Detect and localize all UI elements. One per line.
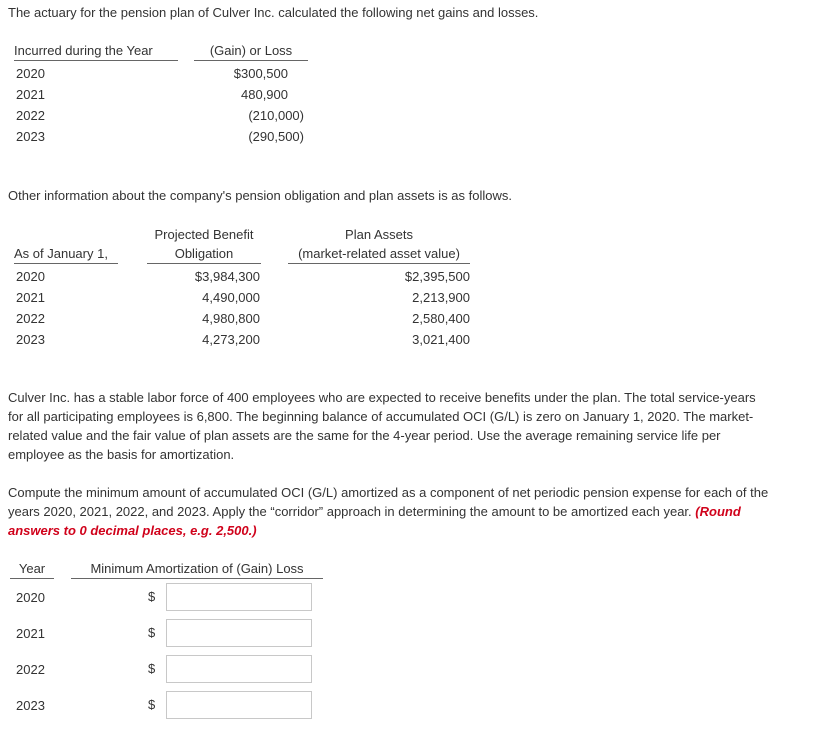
table2-pbo-cell: 4,490,000 [202,290,260,305]
table2-header-assets-line1: Plan Assets [345,227,413,242]
table1-header-gain-loss: (Gain) or Loss [194,43,308,61]
table2-year-cell: 2023 [16,332,45,347]
answer-year-2020: 2020 [16,590,45,605]
answer-year-2022: 2022 [16,662,45,677]
answer-year-2021: 2021 [16,626,45,641]
amortization-input-2023[interactable] [166,691,312,719]
answer-year-2023: 2023 [16,698,45,713]
currency-symbol: $ [148,589,156,604]
table2-header-pbo-line2: Obligation [147,246,261,264]
table2-header-pbo-line1: Projected Benefit [154,227,254,242]
answer-header-amortization: Minimum Amortization of (Gain) Loss [71,561,323,579]
description-paragraph [8,388,834,464]
table2-pbo-cell: $3,984,300 [194,269,260,284]
table1-year-cell: 2022 [16,108,45,123]
table2-pbo-values [150,266,260,350]
amortization-input-2022[interactable] [166,655,312,683]
answer-header-year: Year [10,561,54,579]
table2-header-as-of: As of January 1, [14,246,118,264]
currency-symbol: $ [148,697,156,712]
instruction-line: Compute the minimum amount of accumulated OCI (G/L) amortized as a component of net periodic pension expense for each of the [8,485,769,500]
table2-assets-cell: 2,213,900 [412,290,470,305]
table2-assets-cell: 2,580,400 [412,311,470,326]
table2-pbo-cell: 4,273,200 [202,332,260,347]
other-info-text: Other information about the company's pension obligation and plan assets is as follows. [8,188,512,203]
description-line: Culver Inc. has a stable labor force of 400 employees who are expected to receive benefits under the plan. The total service-years [8,390,756,405]
table1-year-cell: 2023 [16,129,45,144]
table2-years [16,266,45,350]
instruction-text: years 2020, 2021, 2022, and 2023. Apply the “corridor” approach in determining the amount to be amortized each year. [8,504,696,519]
amortization-input-2021[interactable] [166,619,312,647]
currency-symbol: $ [148,625,156,640]
table2-year-cell: 2020 [16,269,45,284]
table1-header-year: Incurred during the Year [14,43,178,61]
amortization-input-2020[interactable] [166,583,312,611]
table1-years [16,63,45,147]
description-line: employee as the basis for amortization. [8,447,235,462]
table2-year-cell: 2022 [16,311,45,326]
rounding-note-end: answers to 0 decimal places, e.g. 2,500.) [8,523,257,538]
intro-text: The actuary for the pension plan of Culver Inc. calculated the following net gains and losses. [8,5,539,20]
table1-year-cell: 2021 [16,87,45,102]
table1-value-cell: (290,500) [248,129,304,144]
table2-header-assets-line2: (market-related asset value) [288,246,470,264]
description-line: for all participating employees is 6,800. The beginning balance of accumulated OCI (G/L) is zero on January 1, 2020. The market- [8,409,754,424]
table2-assets-values [360,266,470,350]
table1-year-cell: 2020 [16,66,45,81]
description-line: related value and the fair value of plan assets are the same for the 4-year period. Use the average remaining service life per [8,428,721,443]
instruction-paragraph [8,483,834,540]
table2-year-cell: 2021 [16,290,45,305]
instruction-line [8,502,834,521]
table2-assets-cell: $2,395,500 [404,269,470,284]
table1-value-cell: 480,900 [241,87,288,102]
table1-values [200,63,304,147]
table1-value-cell: (210,000) [248,108,304,123]
rounding-note-start: (Round [695,504,741,519]
table1-value-cell: $300,500 [233,66,288,81]
table2-pbo-cell: 4,980,800 [202,311,260,326]
table2-assets-cell: 3,021,400 [412,332,470,347]
currency-symbol: $ [148,661,156,676]
